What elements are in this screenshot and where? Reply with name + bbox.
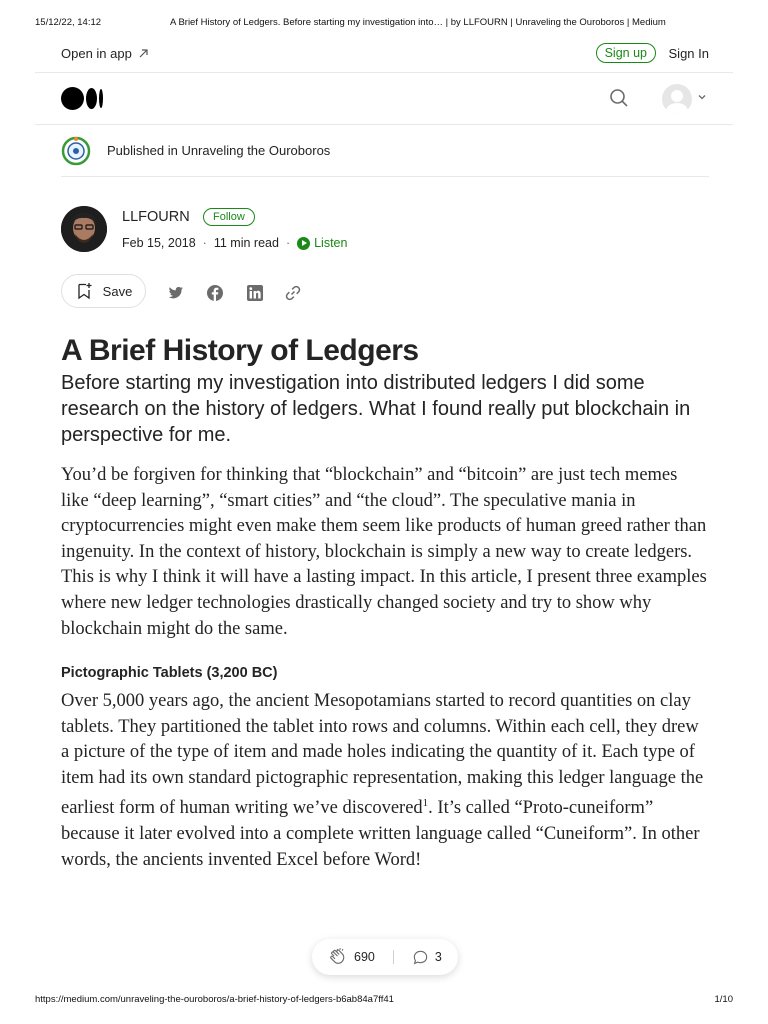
medium-logo[interactable] [61,87,103,110]
author-avatar[interactable] [61,206,107,252]
external-arrow-icon [138,48,149,59]
article-meta [122,236,347,250]
publish-date: Feb 15, 2018 [122,236,196,250]
open-in-app-link[interactable] [61,46,149,61]
divider [393,950,394,964]
follow-button[interactable]: Follow [203,208,255,226]
divider [35,124,733,125]
copy-link-icon[interactable] [284,284,302,302]
comment-icon[interactable] [412,949,429,966]
engagement-bar [312,939,458,975]
sign-up-button[interactable]: Sign up [596,43,656,63]
clap-count: 690 [354,950,375,964]
twitter-icon[interactable] [167,284,185,302]
article-subtitle: Before starting my investigation into distributed ledgers I did some research on the history of ledgers. What I found really put blockchain in perspective for me. [61,372,691,446]
divider [61,176,709,177]
article-title: A Brief History of Ledgers [61,334,419,367]
article-paragraph: You’d be forgiven for thinking that “blockchain” and “bitcoin” are just tech memes like “deep learning”, “smart cities” and “the cloud”. The speculative mania in cryptocurrencies might even make them seem like products of human greed rather than ingenuity. In the context of history, blockchain is simply a new way to create ledgers. This is why I think it will have a lasting impact. In this article, I present three examples where new ledger technologies drastically changed society and try to show why blockchain might do the same. [61,465,707,639]
print-page-number: 1/10 [714,994,733,1005]
comment-count: 3 [434,950,442,964]
sign-in-link[interactable]: Sign In [668,46,709,61]
meta-separator: · [202,236,207,250]
divider [35,72,733,73]
listen-button[interactable] [297,236,347,250]
open-in-app-label: Open in app [61,46,132,61]
print-footer-url: https://medium.com/unraveling-the-ouroboros/a-brief-history-of-ledgers-b6ab84a7ff41 [35,994,394,1005]
top-bar [61,46,709,66]
section-heading: Pictographic Tablets (3,200 BC) [61,665,278,681]
paragraph-text: . It’s called “Proto-cuneiform” because it later evolved into a complete written language called “Cuneiform”. In other words, the ancients invented Excel before Word! [61,798,700,870]
paragraph-text: Over 5,000 years ago, the ancient Mesopotamians started to record quantities on clay tablets. They partitioned the tablet into rows and columns. Within each cell, they drew a picture of the type of item and made holes indicating the quantity of it. Each type of item had its own standard pictographic representation, making this ledger language the earliest form of human writing we’ve discovered [61,691,704,819]
published-in-label[interactable]: Published in Unraveling the Ouroboros [107,143,331,158]
linkedin-icon[interactable] [246,284,264,302]
clap-icon[interactable] [328,947,348,967]
print-date: 15/12/22, 14:12 [35,17,102,28]
play-icon [297,237,310,250]
chevron-down-icon[interactable] [697,92,707,102]
publication-logo-icon[interactable] [61,136,91,166]
bookmark-add-icon [75,282,93,300]
print-page-title: A Brief History of Ledgers. Before starting my investigation into… | by LLFOURN | Unraveling the Ouroboros | Medium [170,17,666,28]
save-button[interactable] [61,274,146,308]
footnote-marker[interactable]: 1 [422,797,429,810]
article-paragraph [61,689,709,873]
search-icon[interactable] [609,88,629,108]
author-name[interactable]: LLFOURN [122,209,190,225]
facebook-icon[interactable] [206,284,224,302]
read-time: 11 min read [213,236,279,250]
listen-label: Listen [314,236,348,250]
meta-separator: · [285,236,291,250]
save-label: Save [102,283,133,299]
user-avatar[interactable] [662,84,692,114]
